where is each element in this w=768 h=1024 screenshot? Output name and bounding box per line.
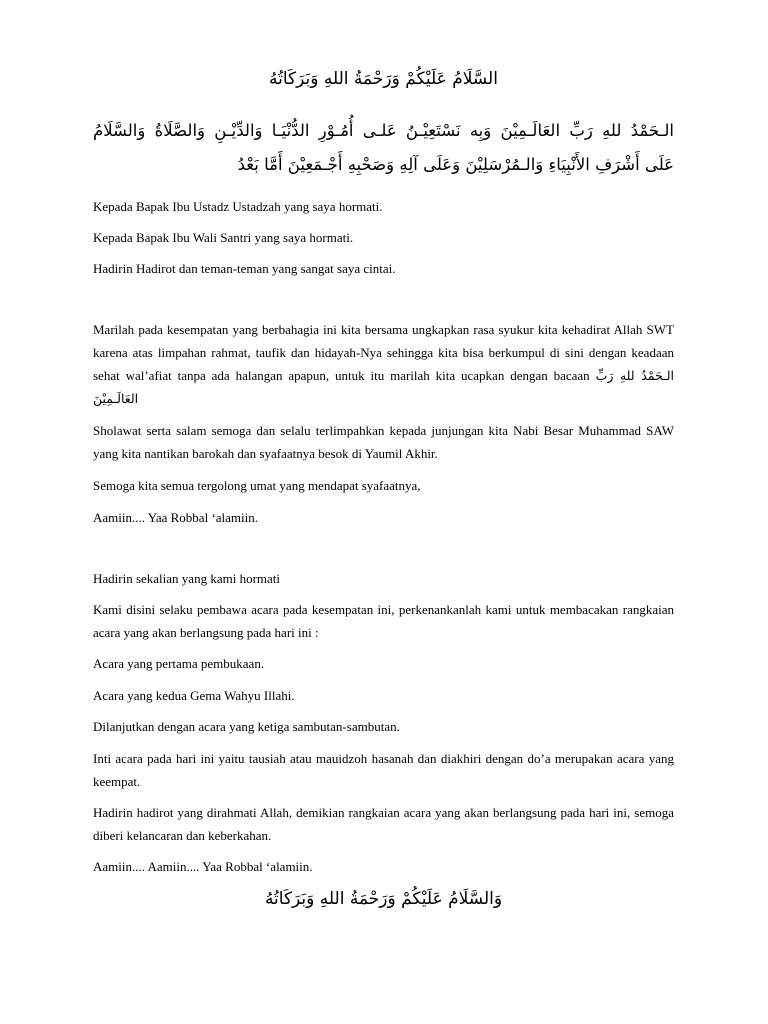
hamdalah-line-2: عَلَى أَشْرَفِ الأَنْبِيَاءِ وَالـمُرْسَلِيْنَ وَعَلَى آلِهِ وَصَحْبِهِ أَجْـمَعِيْنَ أَمَّا بَعْدُ	[237, 155, 674, 174]
acara-keempat: Inti acara pada hari ini yaitu tausiah atau mauidzoh hasanah dan diakhiri dengan do’a merupakan acara yang keempat.	[93, 751, 674, 789]
closing-aamiin: Aamiin.... Aamiin.... Yaa Robbal ‘alamiin.	[93, 859, 313, 874]
mc-introduction: Kami disini selaku pembawa acara pada kesempatan ini, perkenankanlah kami untuk membacakan rangkaian acara yang akan berlangsung pada hari ini :	[93, 602, 674, 640]
sholawat-paragraph: Sholawat serta salam semoga dan selalu terlimpahkan kepada junjungan kita Nabi Besar Muhammad SAW yang kita nantikan barokah dan syafaatnya besok di Yaumil Akhir.	[93, 423, 674, 461]
greeting-ustadz: Kepada Bapak Ibu Ustadz Ustadzah yang saya hormati.	[93, 199, 383, 214]
closing-salam: وَالسَّلَامُ عَلَيْكُمْ وَرَحْمَةُ اللهِ وَبَرَكَاتُهُ	[264, 889, 503, 909]
hamdalah-inline: الـحَمْدُ للهِ رَبِّ العَالَـمِيْنَ	[93, 368, 674, 406]
hamdalah-line-1: الـحَمْدُ للهِ رَبِّ العَالَـمِيْنَ وَبِه نَسْتَعِيْـنُ عَلـى أُمُـوْرِ الدُّنْيَـا وَالدِّيْـنِ وَالصَّلَاةُ وَالسَّلَامُ	[93, 121, 674, 140]
syafaat-paragraph: Semoga kita semua tergolong umat yang mendapat syafaatnya,	[93, 478, 421, 493]
closing-summary: Hadirin hadirot yang dirahmati Allah, demikian rangkaian acara yang akan berlangsung pada hari ini, semoga diberi kelancaran dan keberkahan.	[93, 805, 674, 843]
acara-kedua: Acara yang kedua Gema Wahyu Illahi.	[93, 688, 295, 703]
greeting-wali-santri: Kepada Bapak Ibu Wali Santri yang saya hormati.	[93, 230, 354, 245]
opening-salam: السَّلَامُ عَلَيْكُمْ وَرَحْمَةُ اللهِ وَبَرَكَاتُهُ	[269, 69, 498, 89]
hamdalah-block	[93, 114, 674, 182]
gratitude-paragraph	[93, 318, 674, 410]
greeting-hadirin: Hadirin Hadirot dan teman-teman yang sangat saya cintai.	[93, 261, 396, 276]
gratitude-text: Marilah pada kesempatan yang berbahagia ini kita bersama ungkapkan rasa syukur kita kehadirat Allah SWT karena atas limpahan rahmat, taufik dan hidayah-Nya sehingga kita bisa berkumpul di sini dengan keadaan sehat wal’afiat tanpa ada halangan apapun, untuk itu marilah kita ucapkan dengan bacaan	[93, 322, 674, 383]
aamiin-line: Aamiin.... Yaa Robbal ‘alamiin.	[93, 510, 259, 525]
document-page	[93, 0, 674, 1024]
hadirin-sekalian: Hadirin sekalian yang kami hormati	[93, 571, 281, 586]
acara-ketiga: Dilanjutkan dengan acara yang ketiga sambutan-sambutan.	[93, 719, 400, 734]
acara-pertama: Acara yang pertama pembukaan.	[93, 656, 265, 671]
